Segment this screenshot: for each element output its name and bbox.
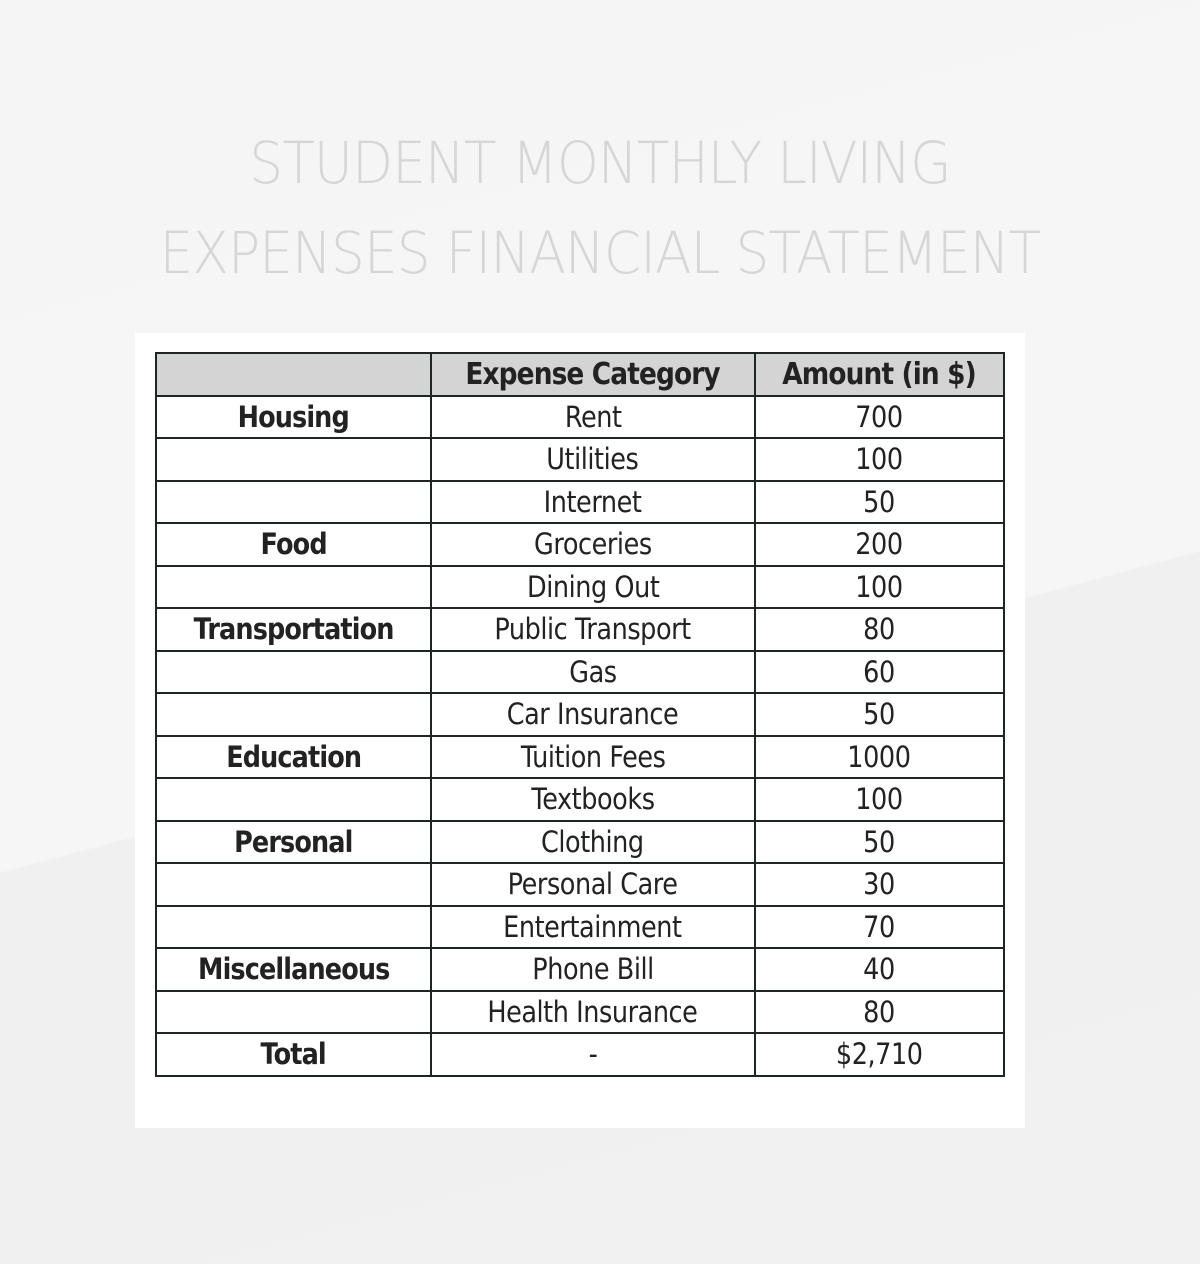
category-cell: Gas	[431, 651, 754, 694]
expenses-table	[155, 352, 1005, 1077]
category-cell: Personal Care	[431, 863, 754, 906]
category-cell: Car Insurance	[431, 693, 754, 736]
group-cell	[156, 438, 431, 481]
group-cell	[156, 651, 431, 694]
group-cell	[156, 693, 431, 736]
group-cell	[156, 863, 431, 906]
table-row	[156, 991, 1004, 1034]
amount-cell: 40	[755, 948, 1005, 991]
group-cell: Personal	[156, 821, 431, 864]
table-row	[156, 481, 1004, 524]
group-cell	[156, 906, 431, 949]
category-cell: Health Insurance	[431, 991, 754, 1034]
table-row	[156, 396, 1004, 439]
total-label: Total	[156, 1033, 431, 1076]
total-amount: $2,710	[755, 1033, 1005, 1076]
header-group	[156, 353, 431, 396]
title-line-1: STUDENT MONTHLY LIVING	[249, 129, 951, 197]
table-row	[156, 736, 1004, 779]
category-cell: Rent	[431, 396, 754, 439]
amount-cell: 700	[755, 396, 1005, 439]
amount-cell: 50	[755, 693, 1005, 736]
amount-cell: 50	[755, 821, 1005, 864]
table-row	[156, 438, 1004, 481]
group-cell	[156, 481, 431, 524]
header-amount: Amount (in $)	[755, 353, 1005, 396]
header-row	[156, 353, 1004, 396]
amount-cell: 50	[755, 481, 1005, 524]
category-cell: Groceries	[431, 523, 754, 566]
category-cell: Internet	[431, 481, 754, 524]
group-cell	[156, 566, 431, 609]
group-cell: Transportation	[156, 608, 431, 651]
group-cell: Miscellaneous	[156, 948, 431, 991]
amount-cell: 1000	[755, 736, 1005, 779]
category-cell: Tuition Fees	[431, 736, 754, 779]
group-cell: Food	[156, 523, 431, 566]
table-card	[135, 333, 1025, 1128]
table-row	[156, 863, 1004, 906]
category-cell: Dining Out	[431, 566, 754, 609]
table-row	[156, 693, 1004, 736]
table-row	[156, 608, 1004, 651]
group-cell	[156, 991, 431, 1034]
title-line-2: EXPENSES FINANCIAL STATEMENT	[159, 219, 1041, 287]
group-cell	[156, 778, 431, 821]
amount-cell: 70	[755, 906, 1005, 949]
category-cell: Utilities	[431, 438, 754, 481]
amount-cell: 100	[755, 438, 1005, 481]
amount-cell: 200	[755, 523, 1005, 566]
group-cell: Education	[156, 736, 431, 779]
table-row	[156, 566, 1004, 609]
total-category: -	[431, 1033, 754, 1076]
category-cell: Phone Bill	[431, 948, 754, 991]
header-category: Expense Category	[431, 353, 754, 396]
amount-cell: 60	[755, 651, 1005, 694]
total-row	[156, 1033, 1004, 1076]
table-row	[156, 948, 1004, 991]
category-cell: Clothing	[431, 821, 754, 864]
amount-cell: 30	[755, 863, 1005, 906]
amount-cell: 100	[755, 566, 1005, 609]
category-cell: Entertainment	[431, 906, 754, 949]
table-row	[156, 821, 1004, 864]
category-cell: Public Transport	[431, 608, 754, 651]
category-cell: Textbooks	[431, 778, 754, 821]
page-title	[48, 118, 1152, 298]
group-cell: Housing	[156, 396, 431, 439]
amount-cell: 80	[755, 991, 1005, 1034]
amount-cell: 80	[755, 608, 1005, 651]
table-row	[156, 906, 1004, 949]
amount-cell: 100	[755, 778, 1005, 821]
table-row	[156, 778, 1004, 821]
table-row	[156, 523, 1004, 566]
table-row	[156, 651, 1004, 694]
